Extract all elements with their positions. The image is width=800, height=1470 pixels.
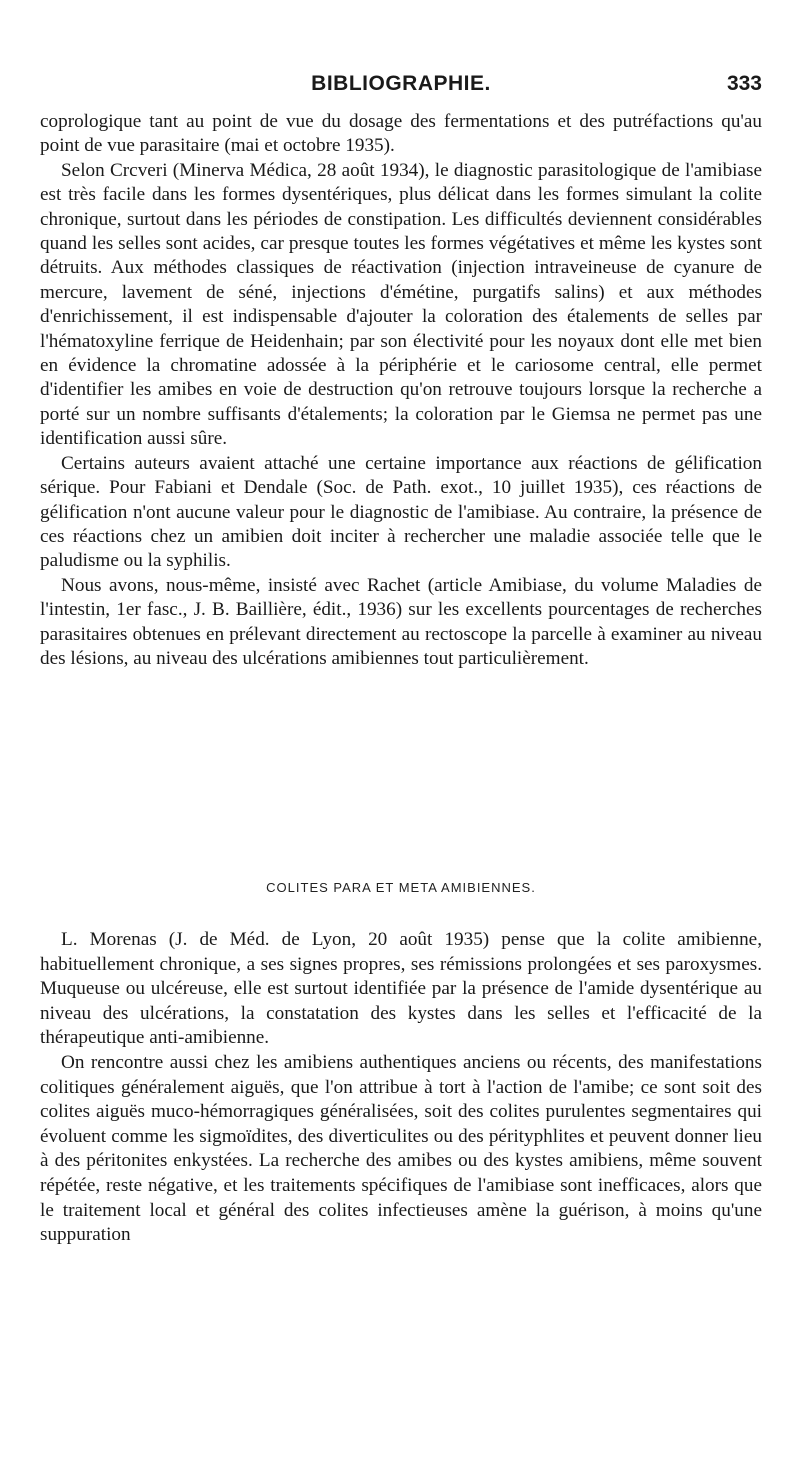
page-number: 333: [726, 72, 762, 95]
paragraph: Certains auteurs avaient attaché une certaine importance aux réactions de gélification sérique. Pour Fabiani et Dendale (Soc. de Path. exot., 10 juillet 1935), ces réactions de gélification n'ont aucune valeur pour le diagnostic de l'amibiase. Au contraire, la présence de ces réactions chez un amibien doit inciter à rechercher une maladie associée telle que le paludisme ou la syphilis.: [40, 452, 762, 572]
section-body-text: [40, 928, 762, 1248]
paragraph: On rencontre aussi chez les amibiens authentiques anciens ou récents, des manifestations colitiques généralement aiguës, que l'on attribue à tort à l'action de l'amibe; ce sont soit des colites aiguës muco-hémorragiques généralisées, soit des colites purulentes segmentaires qui évoluent comme les sigmoïdites, des diverticulites ou des pérityphlites et peuvent donner lieu à des péritonites enkystées. La recherche des amibes ou des kystes amibiens, même souvent répétée, reste négative, et les traitements spécifiques de l'amibiase sont inefficaces, alors que le traitement local et général des colites infectieuses amène la guérison, à moins qu'une suppuration: [40, 1051, 762, 1246]
paragraph: coprologique tant au point de vue du dosage des fermentations et des putréfactions qu'au point de vue parasitaire (mai et octobre 1935).: [40, 111, 762, 157]
body-text: [40, 110, 762, 671]
running-head: [40, 72, 762, 102]
running-head-title: BIBLIOGRAPHIE.: [311, 72, 491, 95]
paragraph: Nous avons, nous-même, insisté avec Rachet (article Amibiase, du volume Maladies de l'intestin, 1er fasc., J. B. Baillière, édit., 1936) sur les excellents pourcentages de recherches parasitaires obtenues en prélevant directement au rectoscope la parcelle à examiner au niveau des lésions, au niveau des ulcérations amibiennes tout particulièrement.: [40, 574, 762, 669]
section-heading: COLITES PARA ET META AMIBIENNES.: [266, 880, 536, 895]
paragraph: L. Morenas (J. de Méd. de Lyon, 20 août 1935) pense que la colite amibienne, habituellement chronique, a ses signes propres, ses rémissions prolongées et ses paroxysmes. Muqueuse ou ulcéreuse, elle est surtout identifiée par la présence de l'amide dysentérique au niveau des ulcérations, la constatation des kystes dans les selles et l'efficacité de la thérapeutique anti-amibienne.: [40, 929, 762, 1049]
paragraph: Selon Crcveri (Minerva Médica, 28 août 1934), le diagnostic parasitologique de l'amibiase est très facile dans les formes dysentériques, plus délicat dans les formes simulant la colite chronique, surtout dans les périodes de constipation. Les difficultés deviennent considérables quand les selles sont acides, car presque toutes les formes végétatives et même les kystes sont détruits. Aux méthodes classiques de réactivation (injection intraveineuse de cyanure de mercure, lavement de séné, injections d'émétine, purgatifs salins) et aux méthodes d'enrichissement, il est indispensable d'ajouter la coloration des étalements de selles par l'hématoxyline ferrique de Heidenhain; par son électivité pour les noyaux dont elle met bien en évidence la chromatine adossée à la périphérie et le cariosome central, elle permet d'identifier les amibes en voie de destruction qu'on retrouve toujours lorsque la recherche a porté sur un nombre suffisants d'étalements; la coloration par le Giemsa ne permet pas une identification aussi sûre.: [40, 159, 762, 450]
